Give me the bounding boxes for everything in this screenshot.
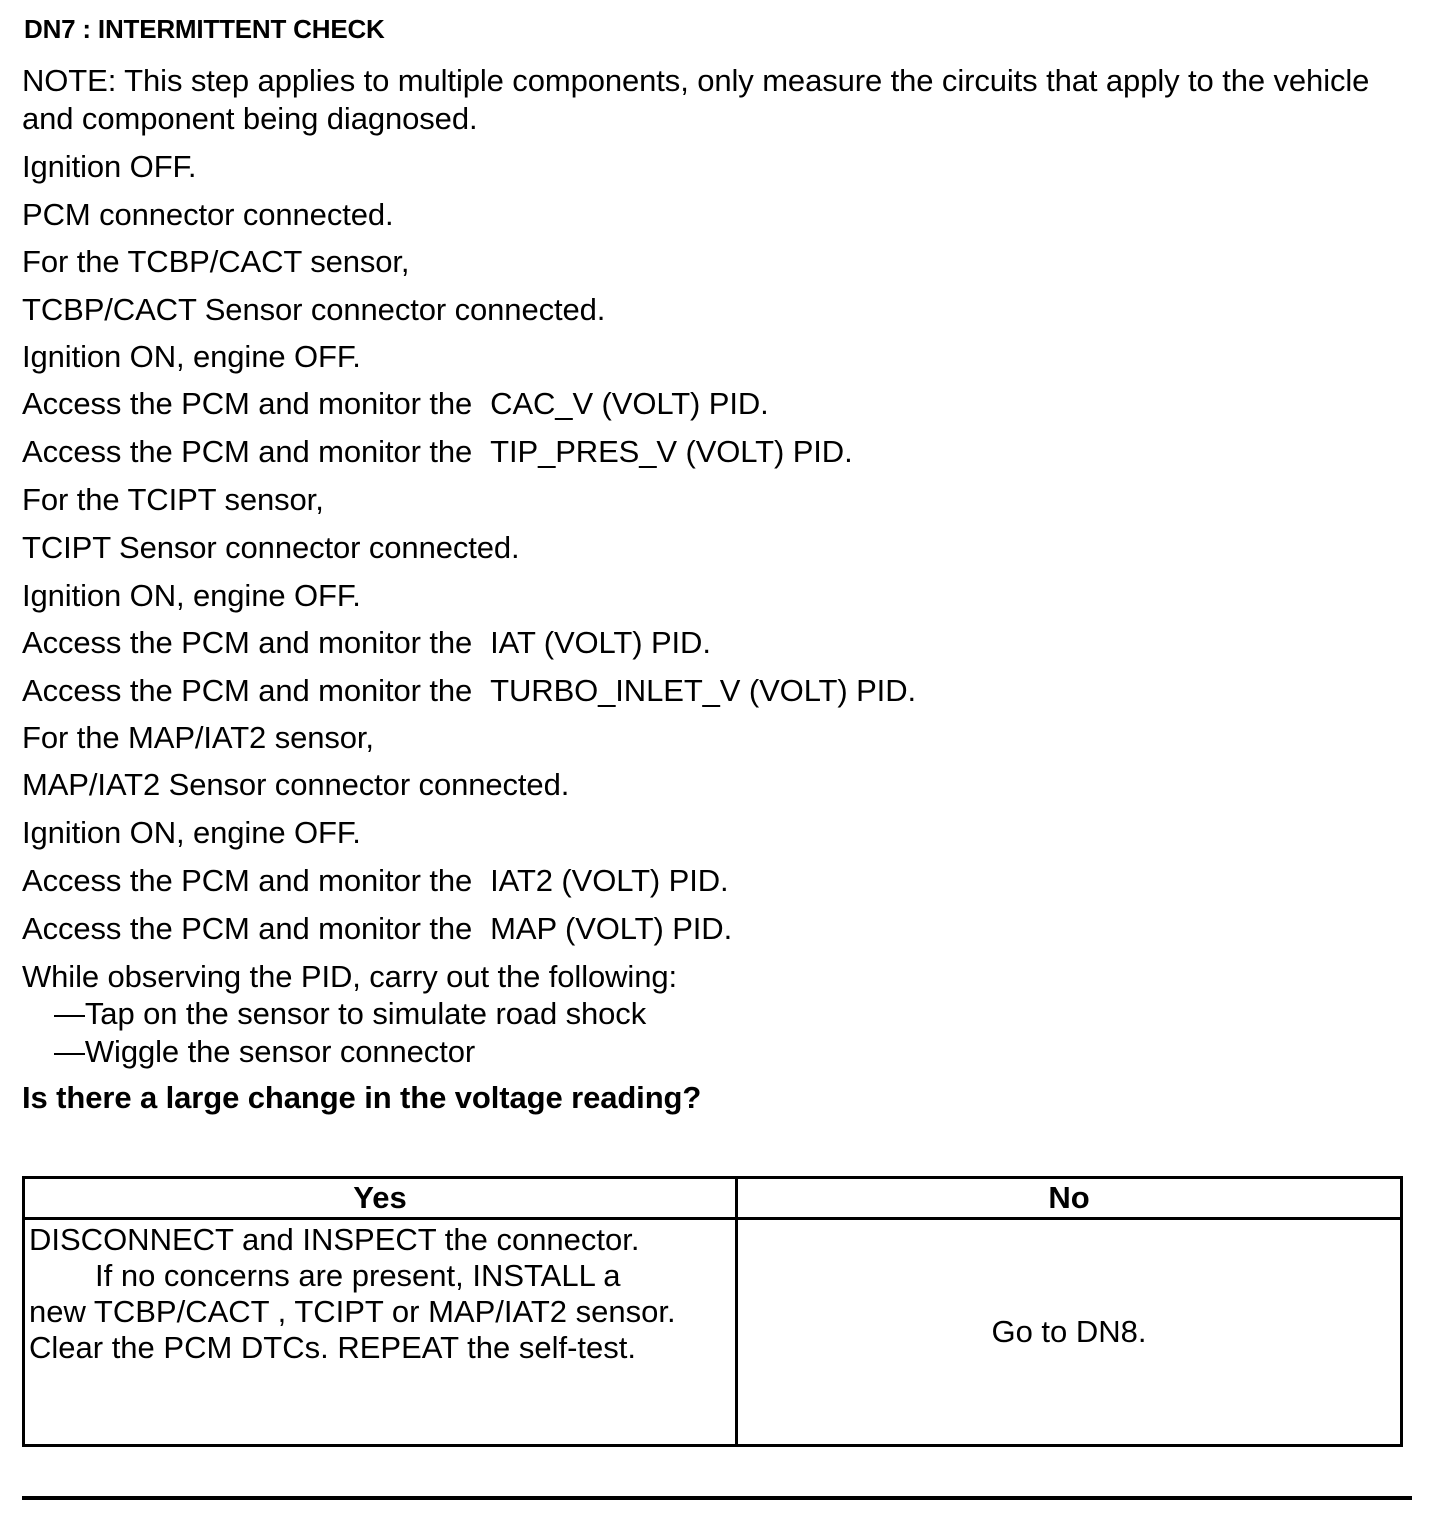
pid-iat2: IAT2 (VOLT) PID. [490,863,729,898]
note-text: NOTE: This step applies to multiple components, only measure the circuits that apply to the vehicle and component being diagnosed. [22,63,1370,136]
step-tcipt-connected: TCIPT Sensor connector connected. [22,530,520,565]
step-ignition-on-3: Ignition ON, engine OFF. [22,815,361,850]
step-for-tcipt: For the TCIPT sensor, [22,482,324,517]
step-monitor-tip [22,433,853,471]
monitor-prefix: Access the PCM and monitor the [22,863,473,898]
monitor-prefix: Access the PCM and monitor the [22,625,473,660]
pid-map: MAP (VOLT) PID. [490,911,733,946]
pid-iat: IAT (VOLT) PID. [490,625,711,660]
step-monitor-map [22,910,732,948]
step-mapiat2-connected: MAP/IAT2 Sensor connector connected. [22,767,570,802]
monitor-prefix: Access the PCM and monitor the [22,434,473,469]
bottom-divider [22,1496,1412,1500]
step-monitor-cac [22,385,769,423]
step-tcbp-connected: TCBP/CACT Sensor connector connected. [22,292,606,327]
monitor-prefix: Access the PCM and monitor the [22,386,473,421]
observe-intro: While observing the PID, carry out the following: [22,959,678,994]
step-monitor-iat [22,624,711,662]
no-action-cell: Go to DN8. [737,1219,1402,1446]
step-monitor-turbo [22,672,916,710]
yes-action-cell [24,1219,737,1446]
decision-table [22,1176,1403,1447]
pid-tip: TIP_PRES_V (VOLT) PID. [490,434,853,469]
yes-line: If no concerns are present, INSTALL a [95,1258,621,1293]
yes-header: Yes [24,1178,737,1219]
page-title: DN7 : INTERMITTENT CHECK [24,14,385,44]
pid-turbo: TURBO_INLET_V (VOLT) PID. [490,673,916,708]
monitor-prefix: Access the PCM and monitor the [22,911,473,946]
observe-item-tap: —Tap on the sensor to simulate road shock [54,996,647,1031]
step-ignition-on-2: Ignition ON, engine OFF. [22,578,361,613]
yes-line: Clear the PCM DTCs. REPEAT the self-test. [29,1330,636,1365]
step-for-mapiat2: For the MAP/IAT2 sensor, [22,720,374,755]
no-header: No [737,1178,1402,1219]
step-monitor-iat2 [22,862,729,900]
pid-cac: CAC_V (VOLT) PID. [490,386,769,421]
yes-line: DISCONNECT and INSPECT the connector. [29,1222,640,1257]
question-text: Is there a large change in the voltage reading? [22,1080,702,1115]
observe-item-wiggle: —Wiggle the sensor connector [54,1034,476,1069]
step-ignition-on-1: Ignition ON, engine OFF. [22,339,361,374]
step-pcm-connector: PCM connector connected. [22,197,394,232]
yes-line: new TCBP/CACT , TCIPT or MAP/IAT2 sensor. [29,1294,676,1329]
step-ignition-off: Ignition OFF. [22,149,197,184]
monitor-prefix: Access the PCM and monitor the [22,673,473,708]
step-for-tcbp: For the TCBP/CACT sensor, [22,244,410,279]
